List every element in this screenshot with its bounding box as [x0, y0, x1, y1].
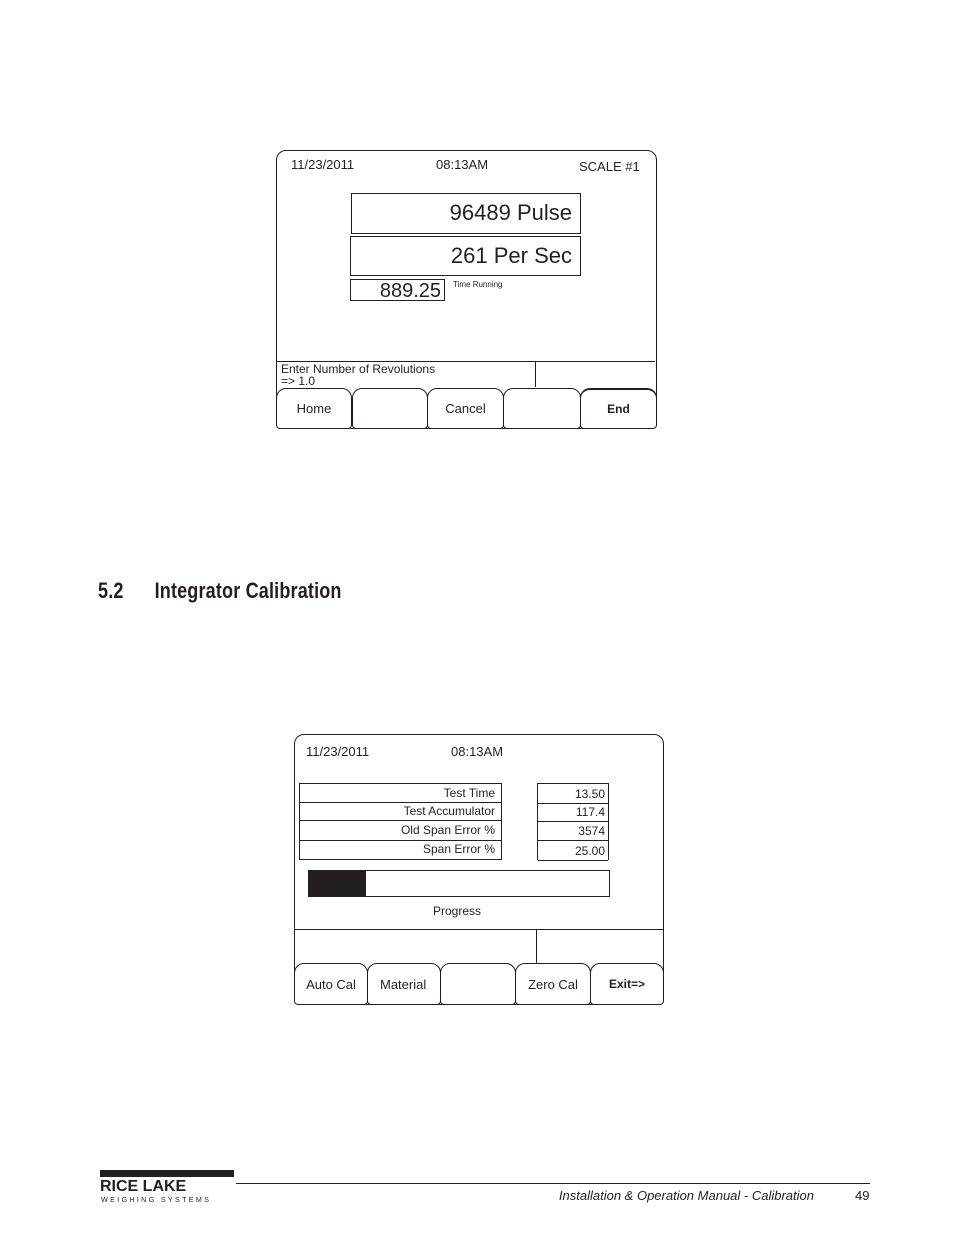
softkey-3-blank[interactable]: [440, 963, 516, 1005]
pulse-rate-display: 261 Per Sec: [350, 236, 581, 276]
prompt-value: => 1.0: [281, 374, 316, 388]
integrator-calibration-screen: [294, 734, 664, 1005]
material-button[interactable]: Material: [367, 963, 441, 1005]
cancel-button[interactable]: Cancel: [427, 388, 504, 429]
screen-date: 11/23/2011: [306, 744, 370, 759]
old-span-error-value: 3574: [538, 822, 608, 841]
section-number: 5.2: [98, 578, 124, 603]
screen-time: 08:13AM: [436, 157, 489, 172]
home-button[interactable]: Home: [276, 388, 352, 429]
softkey-4-blank[interactable]: [503, 388, 581, 429]
calibration-labels-table: [299, 783, 502, 860]
span-error-value: 25.00: [538, 841, 608, 861]
screen-date: 11/23/2011: [291, 157, 355, 172]
old-span-error-label: Old Span Error %: [300, 821, 501, 841]
span-error-label: Span Error %: [300, 840, 501, 860]
auto-cal-button[interactable]: Auto Cal: [294, 963, 368, 1005]
footer-rule: [236, 1183, 870, 1184]
scale-label: SCALE #1: [579, 159, 640, 174]
section-title: Integrator Calibration: [154, 578, 342, 603]
test-accumulator-label: Test Accumulator: [300, 802, 501, 821]
calibration-values-table: [537, 783, 609, 860]
test-time-value: 13.50: [538, 784, 608, 804]
footer-manual-title: Installation & Operation Manual - Calibration: [558, 1188, 814, 1203]
softkey-2-blank[interactable]: [352, 388, 428, 429]
pulse-count-display: 96489 Pulse: [351, 193, 581, 234]
progress-label: Progress: [433, 904, 482, 918]
prompt-split: [536, 929, 537, 964]
test-accumulator-value: 117.4: [538, 803, 608, 822]
exit-button[interactable]: Exit=>: [590, 963, 664, 1005]
end-button[interactable]: End: [580, 388, 657, 429]
elapsed-time-display: 889.25: [350, 279, 445, 301]
progress-bar-fill: [309, 871, 366, 896]
brand-name: RICE LAKE: [100, 1178, 187, 1195]
brand-subtitle: WEIGHING SYSTEMS: [101, 1195, 212, 1204]
progress-bar: [308, 870, 610, 897]
prompt-divider: [295, 929, 663, 930]
time-running-label: Time Running: [453, 280, 503, 289]
pulse-calibration-screen: [276, 150, 657, 429]
rice-lake-logo: [100, 1168, 240, 1204]
zero-cal-button[interactable]: Zero Cal: [515, 963, 591, 1005]
prompt-text: Enter Number of Revolutions: [281, 362, 436, 376]
page-number: 49: [855, 1188, 870, 1203]
test-time-label: Test Time: [300, 784, 501, 803]
section-heading: [98, 578, 342, 604]
screen-time: 08:13AM: [451, 744, 504, 759]
prompt-split: [535, 361, 536, 387]
